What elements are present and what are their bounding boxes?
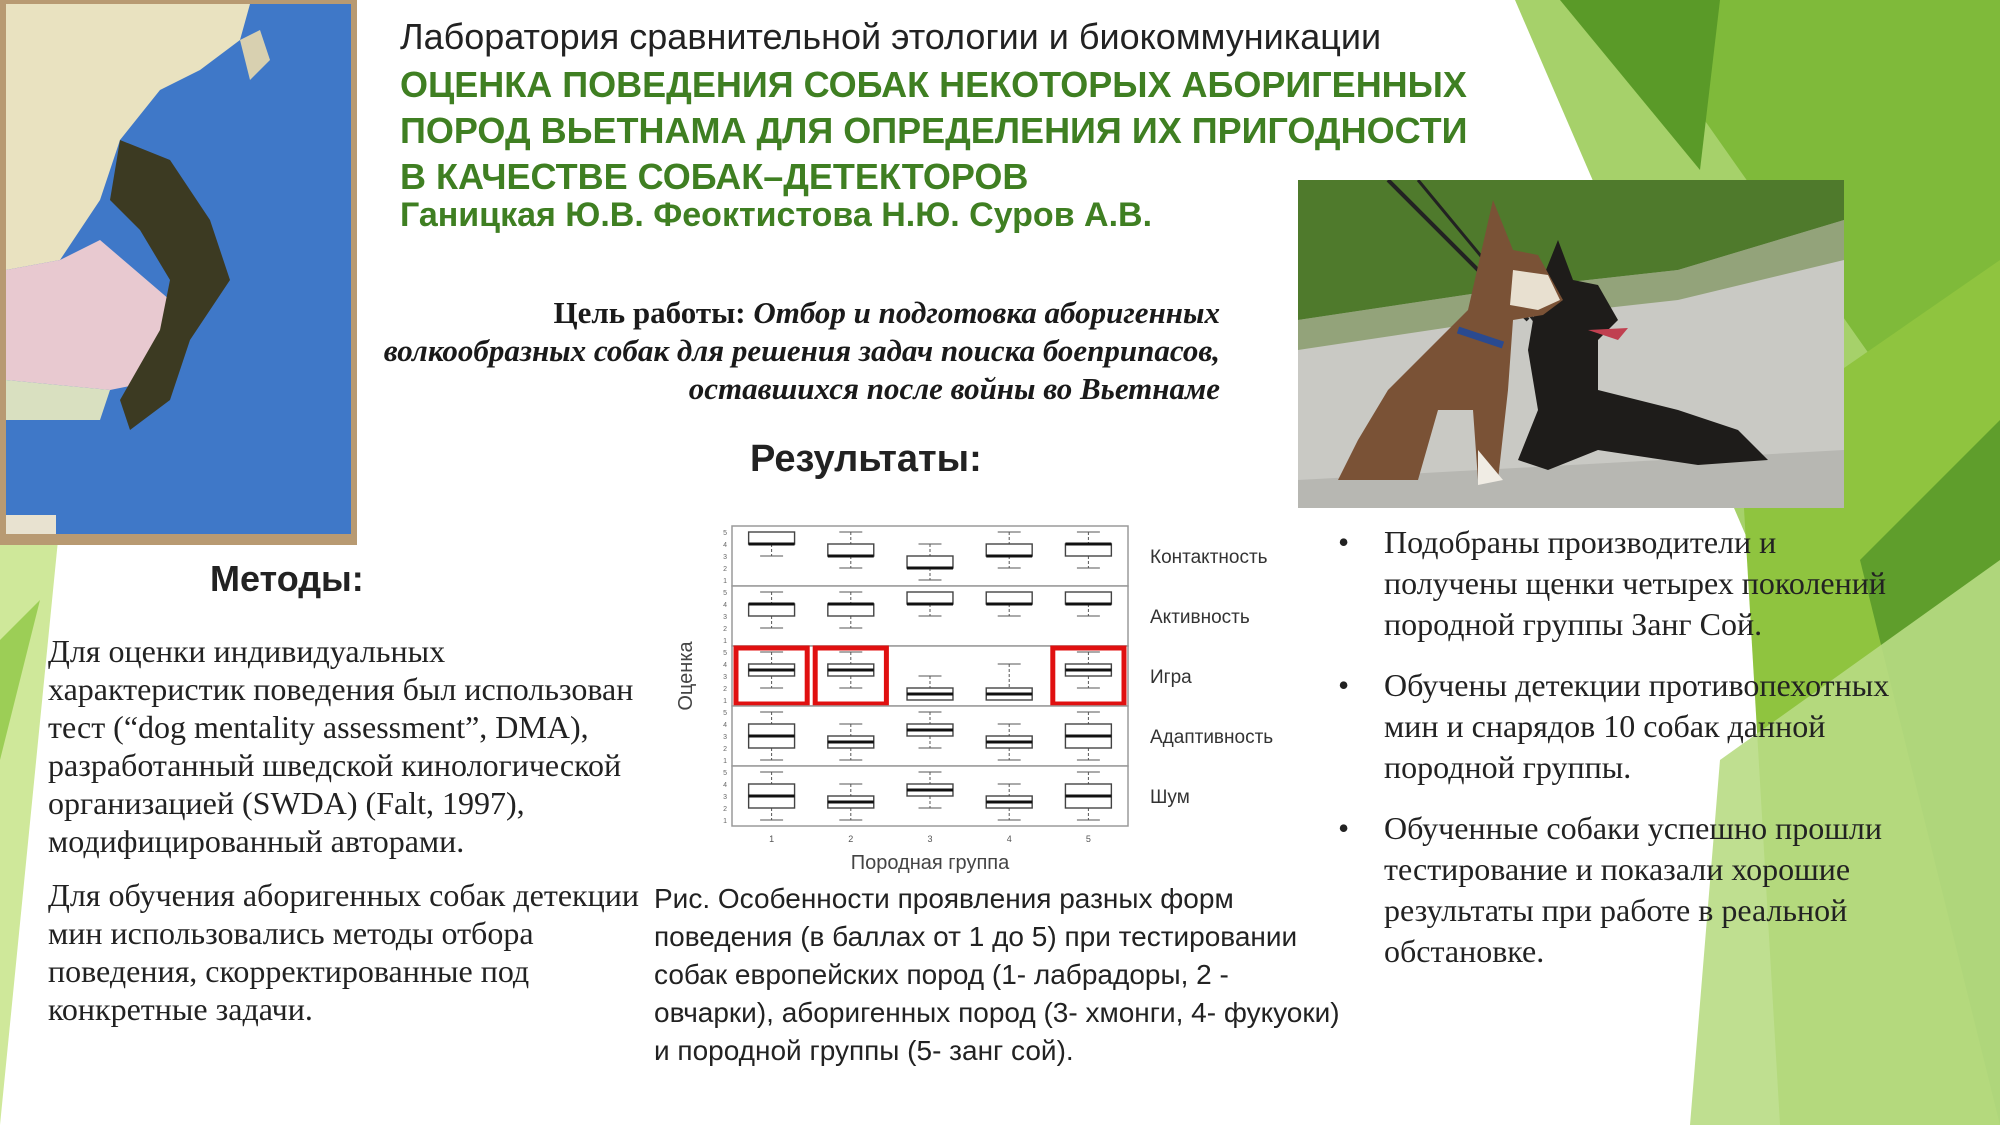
goal-text: Отбор и подготовка аборигенных волкообразных собак для решения задач поиска боеприпасов, оставшихся после войны во Вьетнаме (383, 295, 1220, 406)
y-tick-label: 5 (723, 650, 727, 657)
y-tick-label: 3 (723, 794, 727, 801)
y-tick-label: 3 (723, 674, 727, 681)
y-tick-label: 2 (723, 566, 727, 573)
dogs-photo (1298, 180, 1844, 508)
results-item-text: Обучены детекции противопехотных мин и снарядов 10 собак данной породной группы. (1384, 667, 1890, 785)
x-tick-label: 4 (1006, 834, 1012, 844)
title-line-3: В КАЧЕСТВЕ СОБАК–ДЕТЕКТОРОВ (400, 156, 1029, 197)
y-tick-label: 5 (723, 530, 727, 537)
results-item-text: Подобраны производители и получены щенки четырех поколений породной группы Занг Сой. (1384, 524, 1886, 642)
panel-label: Активность (1150, 607, 1250, 628)
y-axis-label: Оценка (675, 641, 697, 711)
y-tick-label: 4 (723, 602, 727, 609)
results-heading: Результаты: (750, 438, 982, 480)
y-tick-label: 4 (723, 782, 727, 789)
box (749, 532, 795, 544)
panel-label: Адаптивность (1150, 727, 1274, 748)
results-list (1338, 522, 1908, 992)
goal-label: Цель работы: (553, 295, 746, 330)
y-tick-label: 2 (723, 686, 727, 693)
bullet-icon: • (1338, 667, 1350, 703)
y-tick-label: 2 (723, 806, 727, 813)
x-tick-label: 5 (1085, 834, 1091, 844)
y-tick-label: 1 (723, 638, 727, 645)
authors: Ганицкая Ю.В. Феоктистова Н.Ю. Суров А.В. (400, 196, 1153, 234)
results-item-text: Обученные собаки успешно прошли тестирование и показали хорошие результаты при работе в реальной обстановке. (1384, 810, 1882, 969)
methods-text (48, 632, 648, 1044)
x-tick-label: 3 (927, 834, 933, 844)
results-item (1338, 665, 1908, 788)
title-line-2: ПОРОД ВЬЕТНАМА ДЛЯ ОПРЕДЕЛЕНИЯ ИХ ПРИГОДНОСТИ (400, 110, 1468, 151)
y-tick-label: 5 (723, 770, 727, 777)
y-tick-label: 1 (723, 578, 727, 585)
panel-label: Игра (1150, 667, 1192, 688)
methods-paragraph-2: Для обучения аборигенных собак детекции мин использовались методы отбора поведения, скорректированные под конкретные задачи. (48, 877, 639, 1027)
bullet-icon: • (1338, 524, 1350, 560)
panel-label: Контактность (1150, 547, 1268, 568)
results-item (1338, 522, 1908, 645)
results-item (1338, 808, 1908, 972)
y-tick-label: 1 (723, 818, 727, 825)
methods-heading: Методы: (210, 558, 364, 599)
box (749, 604, 795, 616)
y-tick-label: 2 (723, 746, 727, 753)
y-tick-label: 4 (723, 542, 727, 549)
box (986, 544, 1032, 556)
box (986, 592, 1032, 604)
box (907, 592, 953, 604)
panel-label: Шум (1150, 787, 1190, 808)
box (828, 604, 874, 616)
lab-name: Лаборатория сравнительной этологии и биокоммуникации (400, 16, 1382, 57)
x-tick-label: 2 (848, 834, 854, 844)
bullet-icon: • (1338, 810, 1350, 846)
x-axis-label: Породная группа (850, 852, 1010, 873)
y-tick-label: 3 (723, 554, 727, 561)
goal-statement (380, 294, 1220, 408)
box (1065, 544, 1111, 556)
y-tick-label: 3 (723, 614, 727, 621)
y-tick-label: 4 (723, 662, 727, 669)
y-tick-label: 5 (723, 710, 727, 717)
y-tick-label: 1 (723, 758, 727, 765)
y-tick-label: 5 (723, 590, 727, 597)
box (1065, 592, 1111, 604)
y-tick-label: 2 (723, 626, 727, 633)
behavior-boxplot-chart (670, 508, 1310, 873)
figure-caption: Рис. Особенности проявления разных форм поведения (в баллах от 1 до 5) при тестировании собак европейских пород (1- лабрадоры, 2 - овчарки), аборигенных пород (3- хмонги, 4- фукуоки) и породной группы (5- занг сой). (654, 883, 1340, 1066)
methods-paragraph-1: Для оценки индивидуальных характеристик поведения был использован тест (“dog mentality assessment”, DMA), разработанный шведской кинологической организацией (SWDA) (Falt, 1997), модифицированный авторами. (48, 633, 634, 859)
vietnam-map-image (0, 0, 357, 545)
box (907, 556, 953, 568)
y-tick-label: 4 (723, 722, 727, 729)
box (828, 544, 874, 556)
x-tick-label: 1 (769, 834, 775, 844)
y-tick-label: 3 (723, 734, 727, 741)
title-line-1: ОЦЕНКА ПОВЕДЕНИЯ СОБАК НЕКОТОРЫХ АБОРИГЕННЫХ (400, 64, 1467, 105)
y-tick-label: 1 (723, 698, 727, 705)
